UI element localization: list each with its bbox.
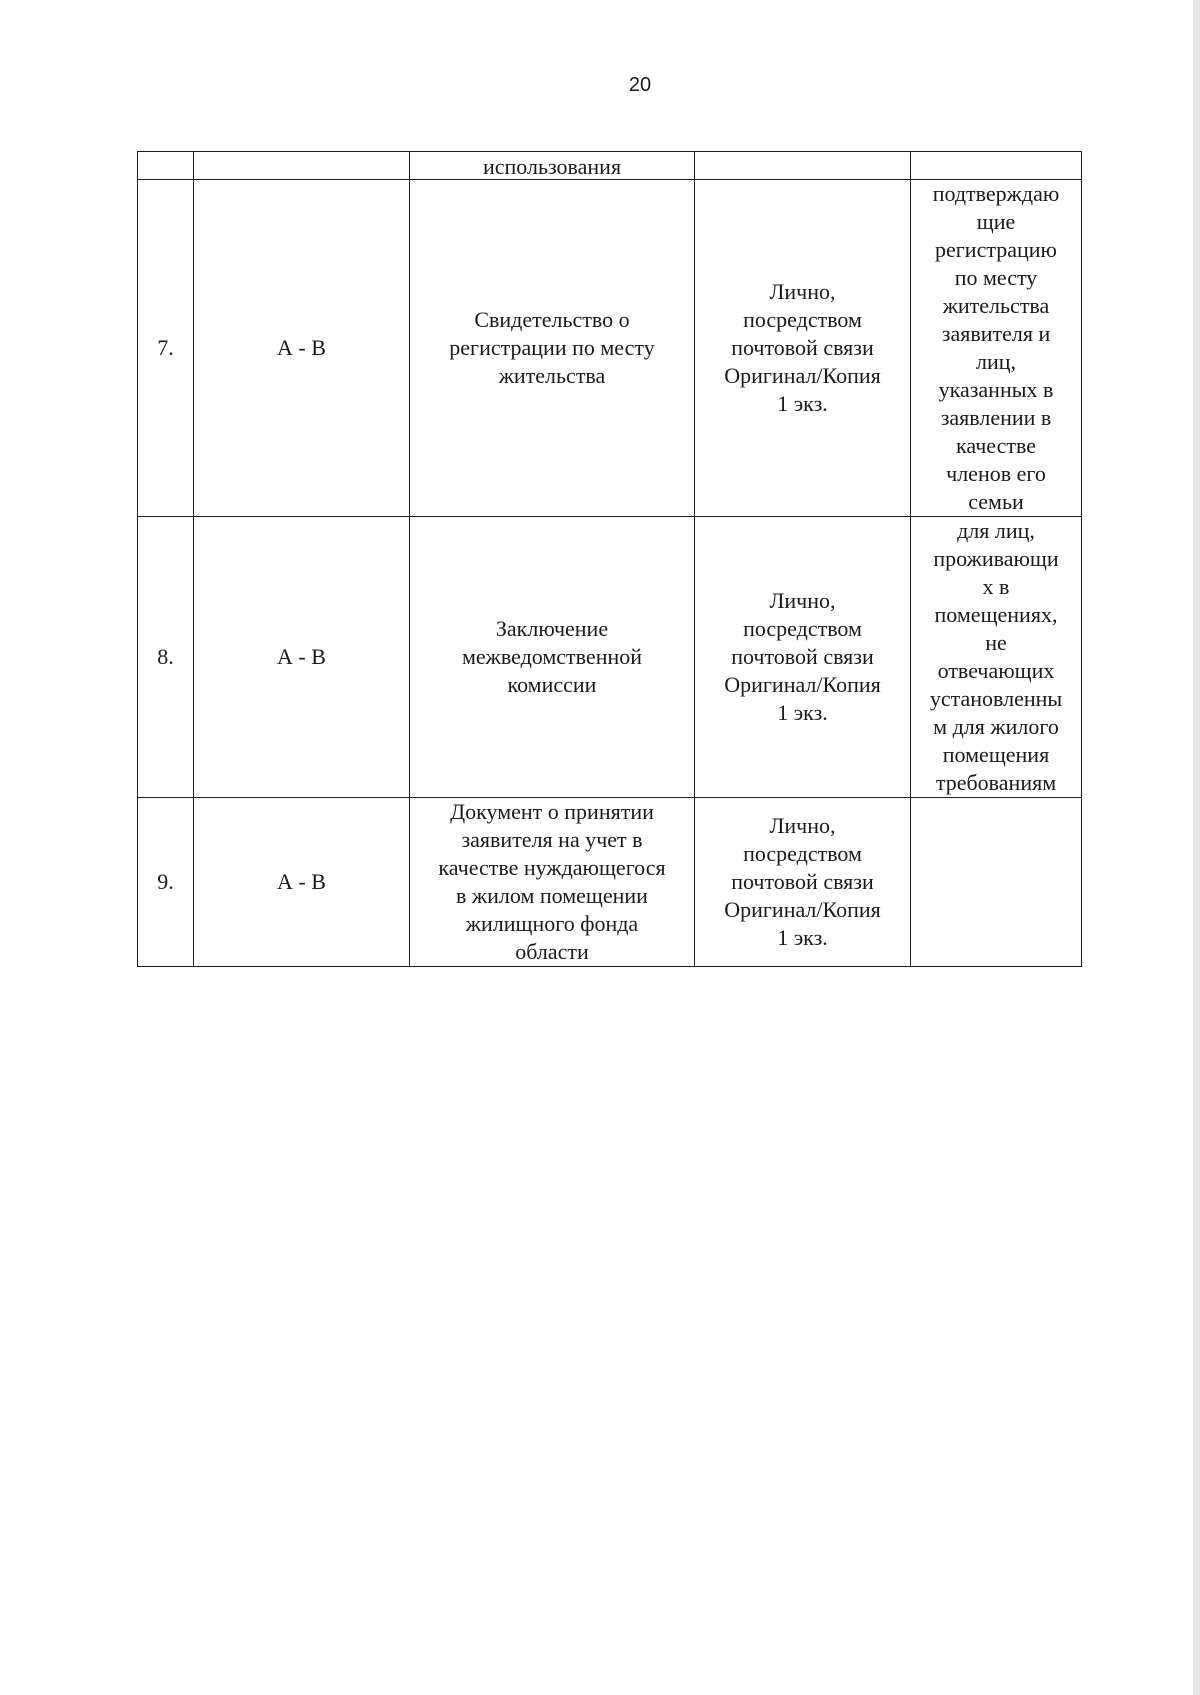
document-line: в жилом помещении (456, 883, 648, 908)
mode-line: посредством (743, 307, 862, 332)
document-line: Свидетельство о (474, 307, 630, 332)
note-line: лиц, (975, 349, 1017, 374)
cell-code: А - В (194, 180, 410, 517)
mode-line: 1 экз. (777, 700, 828, 725)
table-row (138, 798, 1082, 967)
mode-line: посредством (743, 616, 862, 641)
note-line: х в (982, 574, 1010, 599)
cell-num (138, 152, 194, 180)
note-line: жительства (942, 293, 1050, 318)
note-line: заявителя и (941, 321, 1051, 346)
document-line: области (515, 939, 589, 964)
document-line: межведомственной (461, 644, 643, 669)
mode-line: Лично, (769, 588, 836, 613)
document-line: комиссии (507, 672, 597, 697)
note-line: для лиц, (957, 518, 1035, 543)
note-line: семьи (968, 489, 1024, 514)
cell-note (911, 180, 1082, 517)
cell-code: А - В (194, 517, 410, 798)
mode-line: почтовой связи (731, 869, 874, 894)
page-edge (1193, 0, 1200, 1695)
document-line: Заключение (495, 616, 609, 641)
document-line: жилищного фонда (465, 911, 639, 936)
note-line: регистрацию (935, 237, 1057, 262)
note-line: щие (976, 209, 1016, 234)
table-row (138, 180, 1082, 517)
mode-line: 1 экз. (777, 391, 828, 416)
mode-line: посредством (743, 841, 862, 866)
cell-code (194, 152, 410, 180)
note-line: заявлении в (940, 405, 1052, 430)
cell-num: 9. (138, 798, 194, 967)
cell-num: 8. (138, 517, 194, 798)
note-line: не (985, 630, 1007, 655)
cell-mode (695, 180, 911, 517)
mode-line: Оригинал/Копия (724, 672, 881, 697)
document-line: регистрации по месту (449, 335, 655, 360)
cell-note (911, 152, 1082, 180)
table-row (138, 517, 1082, 798)
note-line: подтверждаю (932, 181, 1060, 206)
cell-mode (695, 517, 911, 798)
cell-document (410, 798, 695, 967)
document-line: заявителя на учет в (461, 827, 643, 852)
note-line: м для жилого (933, 714, 1059, 739)
note-line: помещения (942, 742, 1050, 767)
cell-note (911, 798, 1082, 967)
documents-table (137, 151, 1082, 967)
note-line: отвечающих (937, 658, 1055, 683)
document-line: качестве нуждающегося (438, 855, 666, 880)
note-line: проживающи (933, 546, 1059, 571)
cell-note (911, 517, 1082, 798)
cell-document: использования (410, 152, 695, 180)
mode-line: 1 экз. (777, 925, 828, 950)
page-number: 20 (628, 74, 652, 96)
note-line: установленны (929, 686, 1063, 711)
note-line: качестве (955, 433, 1037, 458)
mode-line: Оригинал/Копия (724, 363, 881, 388)
mode-line: Оригинал/Копия (724, 897, 881, 922)
document-line: Документ о принятии (450, 799, 654, 824)
note-line: требованиям (935, 770, 1057, 795)
note-line: по месту (954, 265, 1038, 290)
note-line: членов его (946, 461, 1046, 486)
mode-line: почтовой связи (731, 335, 874, 360)
mode-line: Лично, (769, 813, 836, 838)
table-row-continuation (138, 152, 1082, 180)
cell-document (410, 517, 695, 798)
document-line: жительства (498, 363, 606, 388)
cell-mode (695, 798, 911, 967)
note-line: указанных в (938, 377, 1054, 402)
mode-line: Лично, (769, 279, 836, 304)
mode-line: почтовой связи (731, 644, 874, 669)
note-line: помещениях, (934, 602, 1058, 627)
cell-document (410, 180, 695, 517)
cell-num: 7. (138, 180, 194, 517)
cell-mode (695, 152, 911, 180)
cell-code: А - В (194, 798, 410, 967)
